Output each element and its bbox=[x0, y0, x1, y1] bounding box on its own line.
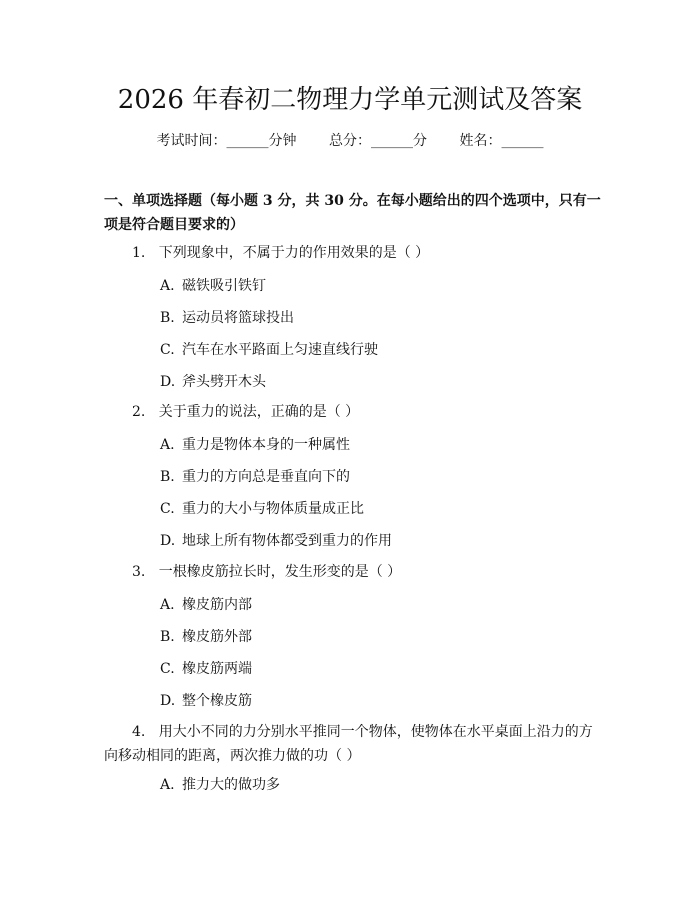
option-text: 橡皮筋内部 bbox=[182, 597, 252, 613]
question-3-option-c bbox=[160, 659, 600, 679]
student-name-field: 姓名：______ bbox=[459, 133, 544, 149]
total-score-field: 总分：______分 bbox=[329, 133, 427, 149]
question-2-option-c bbox=[160, 499, 600, 519]
section-heading-single-choice: 一、单项选择题（每小题 3 分，共 30 分。在每小题给出的四个选项中，只有一项是符合题目要求的） bbox=[104, 193, 601, 233]
question-1 bbox=[104, 241, 604, 265]
option-letter: A. bbox=[160, 278, 175, 294]
option-letter: D. bbox=[160, 533, 176, 549]
option-text: 橡皮筋外部 bbox=[182, 629, 252, 645]
option-letter: D. bbox=[160, 374, 176, 390]
option-letter: B. bbox=[160, 310, 175, 326]
question-text: 下列现象中，不属于力的作用效果的是（ ） bbox=[158, 245, 430, 261]
option-letter: C. bbox=[160, 501, 175, 517]
question-2 bbox=[104, 400, 604, 424]
option-letter: A. bbox=[160, 777, 175, 793]
question-text: 关于重力的说法，正确的是（ ） bbox=[158, 404, 360, 420]
option-letter: B. bbox=[160, 629, 175, 645]
question-3-option-a bbox=[160, 595, 600, 615]
question-text: 一根橡皮筋拉长时，发生形变的是（ ） bbox=[158, 564, 402, 580]
option-text: 重力的大小与物体质量成正比 bbox=[182, 501, 364, 517]
page-title: 2026 年春初二物理力学单元测试及答案 bbox=[117, 85, 583, 115]
question-number: 3. bbox=[132, 564, 146, 580]
option-text: 橡皮筋两端 bbox=[182, 661, 252, 677]
question-1-option-a bbox=[160, 276, 600, 296]
question-number: 2. bbox=[132, 404, 146, 420]
question-3-option-b bbox=[160, 627, 600, 647]
option-text: 汽车在水平路面上匀速直线行驶 bbox=[182, 342, 378, 358]
question-3 bbox=[104, 560, 604, 584]
exam-info-line bbox=[0, 131, 700, 151]
option-text: 运动员将篮球投出 bbox=[182, 310, 294, 326]
question-number: 4. bbox=[132, 724, 146, 740]
question-text: 用大小不同的力分别水平推同一个物体，使物体在水平桌面上沿力的方向移动相同的距离，两次推力做的功（ ） bbox=[104, 724, 593, 764]
question-2-option-b bbox=[160, 467, 600, 487]
option-text: 整个橡皮筋 bbox=[182, 693, 252, 709]
question-number: 1. bbox=[132, 245, 146, 261]
option-text: 斧头劈开木头 bbox=[182, 374, 266, 390]
option-letter: A. bbox=[160, 597, 175, 613]
option-letter: A. bbox=[160, 437, 175, 453]
option-letter: C. bbox=[160, 661, 175, 677]
option-text: 推力大的做功多 bbox=[182, 777, 280, 793]
option-text: 磁铁吸引铁钉 bbox=[182, 278, 266, 294]
option-letter: D. bbox=[160, 693, 176, 709]
option-text: 重力的方向总是垂直向下的 bbox=[182, 469, 350, 485]
question-1-option-b bbox=[160, 308, 600, 328]
option-text: 地球上所有物体都受到重力的作用 bbox=[182, 533, 392, 549]
option-text: 重力是物体本身的一种属性 bbox=[182, 437, 350, 453]
question-4 bbox=[104, 720, 604, 768]
option-letter: B. bbox=[160, 469, 175, 485]
question-3-option-d bbox=[160, 691, 600, 711]
option-letter: C. bbox=[160, 342, 175, 358]
question-2-option-d bbox=[160, 531, 600, 551]
exam-time-field: 考试时间：______分钟 bbox=[156, 133, 297, 149]
question-1-option-c bbox=[160, 340, 600, 360]
question-2-option-a bbox=[160, 435, 600, 455]
question-1-option-d bbox=[160, 372, 600, 392]
question-4-option-a bbox=[160, 775, 600, 795]
